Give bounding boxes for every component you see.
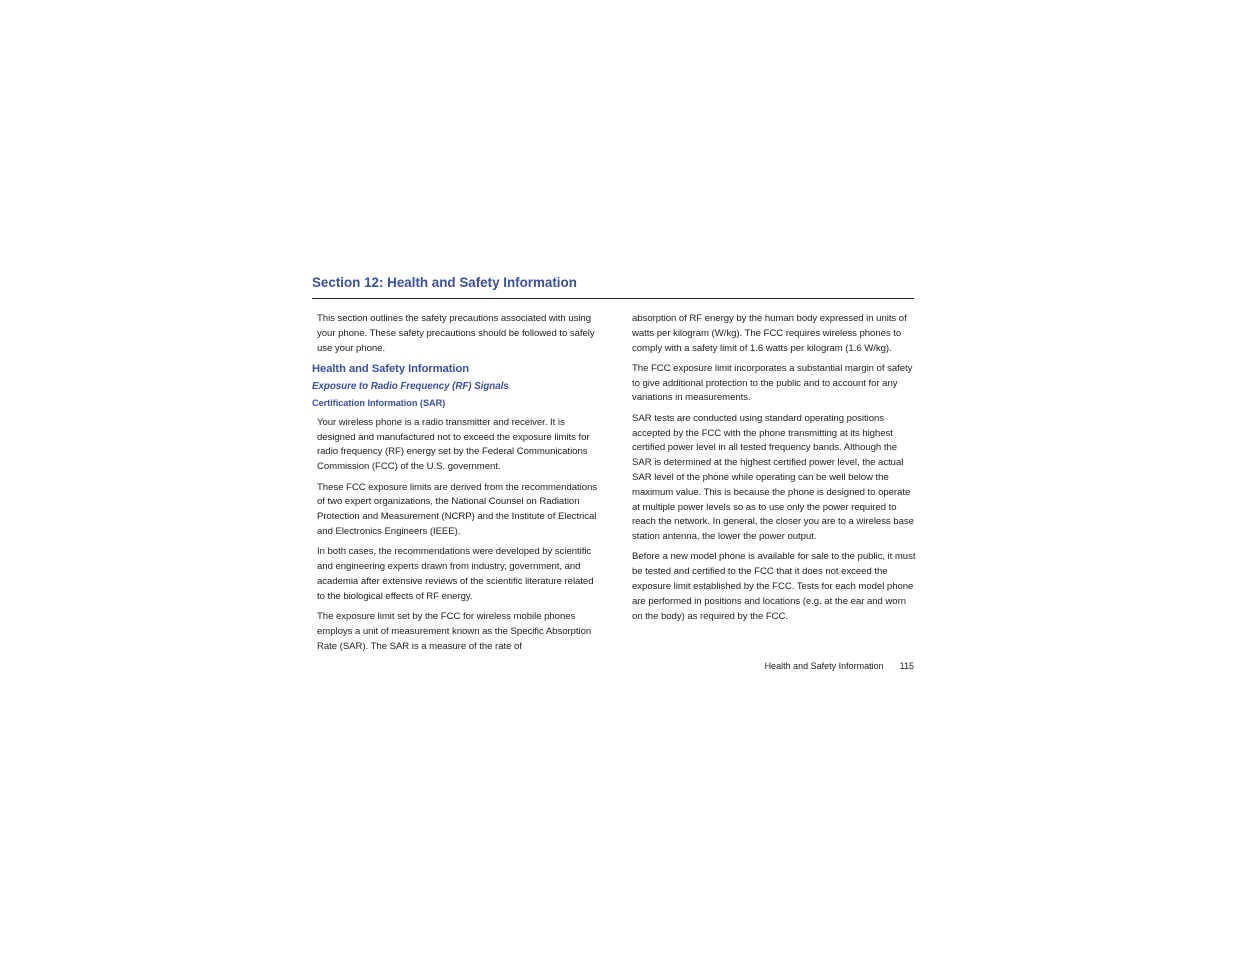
left-column — [312, 312, 604, 660]
heading-health-safety: Health and Safety Information — [312, 362, 470, 375]
body-paragraph: absorption of RF energy by the human body expressed in units of watts per kilogram (W/kg). The FCC requires wireless phones to comply with a safety limit of 1.6 watts per kilogram (1.6 W/kg). — [632, 313, 907, 354]
title-divider — [312, 298, 914, 299]
page-footer — [765, 660, 914, 672]
document-page — [312, 274, 914, 684]
subheading-rf-exposure: Exposure to Radio Frequency (RF) Signals — [312, 380, 509, 392]
body-paragraph: The FCC exposure limit incorporates a substantial margin of safety to give additional protection to the public and to account for any variations in measurements. — [632, 362, 913, 404]
section-title: Section 12: Health and Safety Information — [312, 275, 577, 290]
right-column — [632, 312, 916, 630]
body-paragraph: In both cases, the recommendations were developed by scientific and engineering experts drawn from industry, government, and academia after extensive reviews of the scientific literature related to the biological effects of RF energy. — [317, 546, 594, 602]
footer-label: Health and Safety Information — [764, 661, 884, 671]
page-number: 115 — [899, 661, 914, 671]
body-paragraph: These FCC exposure limits are derived from the recommendations of two expert organizations, the National Counsel on Radiation Protection and Measurement (NCRP) and the Institute of Electrical and Electronics Engineers (IEEE). — [317, 481, 598, 537]
intro-paragraph: This section outlines the safety precautions associated with using your phone. These safety precautions should be followed to safely use your phone. — [317, 313, 595, 354]
body-paragraph: The exposure limit set by the FCC for wireless mobile phones employs a unit of measurement known as the Specific Absorption Rate (SAR). The SAR is a measure of the rate of — [317, 610, 592, 652]
subsubheading-sar-certification: Certification Information (SAR) — [312, 397, 446, 408]
body-paragraph: Your wireless phone is a radio transmitter and receiver. It is designed and manufactured not to exceed the exposure limits for radio frequency (RF) energy set by the Federal Communications Commission (FCC) of the U.S. government. — [317, 416, 590, 473]
body-paragraph: SAR tests are conducted using standard operating positions accepted by the FCC with the phone transmitting at its highest certified power level in all tested frequency bands. Although the SAR is determined at the highest certified power level, the actual SAR level of the phone while operating can be well below the maximum value. This is because the phone is designed to operate at multiple power levels so as to use only the power required to reach the network. In general, the closer you are to a wireless base station antenna, the lower the power output. — [632, 412, 914, 543]
body-paragraph: Before a new model phone is available for sale to the public, it must be tested and certified to the FCC that it does not exceed the exposure limit established by the FCC. Tests for each model phone are performed in positions and locations (e.g. at the ear and worn on the body) as required by the FCC. — [632, 551, 916, 622]
